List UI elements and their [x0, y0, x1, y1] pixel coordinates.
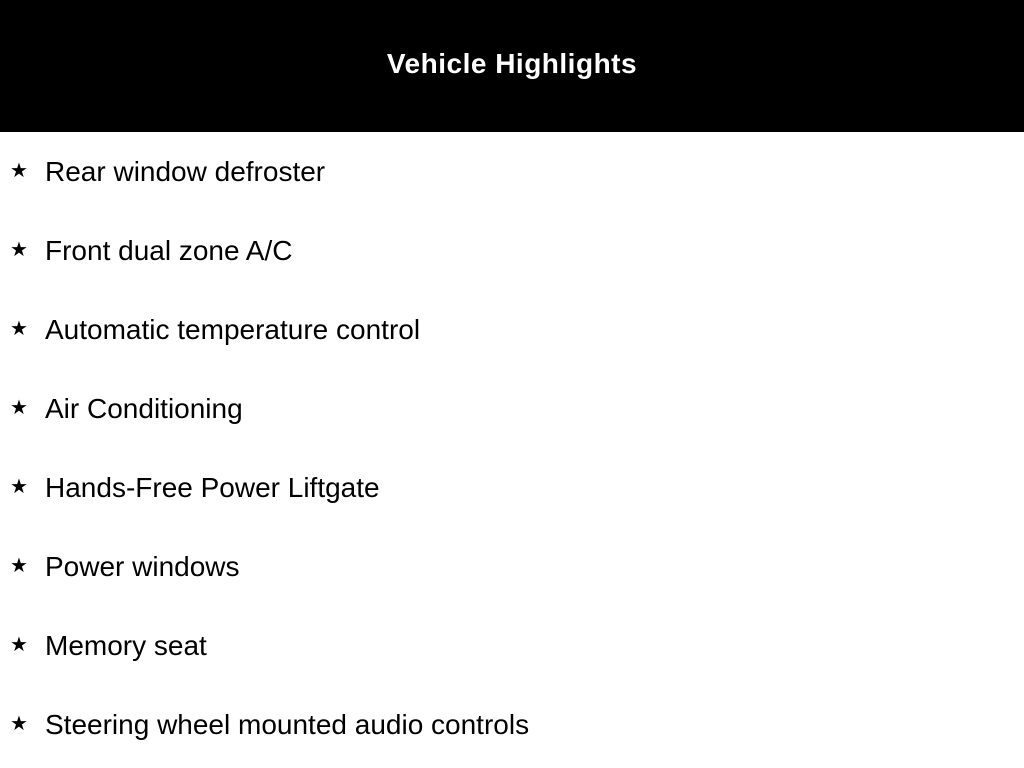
- star-icon: ★: [10, 474, 28, 498]
- list-item-label: Power windows: [45, 551, 240, 582]
- star-icon: ★: [10, 553, 28, 577]
- star-icon: ★: [10, 395, 28, 419]
- star-icon: ★: [10, 632, 28, 656]
- page-title: Vehicle Highlights: [386, 48, 638, 79]
- list-item-label: Rear window defroster: [45, 156, 326, 187]
- header-bar: [0, 0, 1024, 132]
- list-item-label: Memory seat: [45, 630, 207, 661]
- list-item-label: Automatic temperature control: [45, 314, 421, 345]
- star-icon: ★: [10, 711, 28, 735]
- star-icon: ★: [10, 237, 28, 261]
- star-icon: ★: [10, 158, 28, 182]
- list-item-label: Front dual zone A/C: [45, 235, 293, 266]
- list-item-label: Steering wheel mounted audio controls: [45, 709, 530, 740]
- list-item-label: Hands-Free Power Liftgate: [45, 472, 380, 503]
- star-icon: ★: [10, 316, 28, 340]
- list-item-label: Air Conditioning: [45, 393, 243, 424]
